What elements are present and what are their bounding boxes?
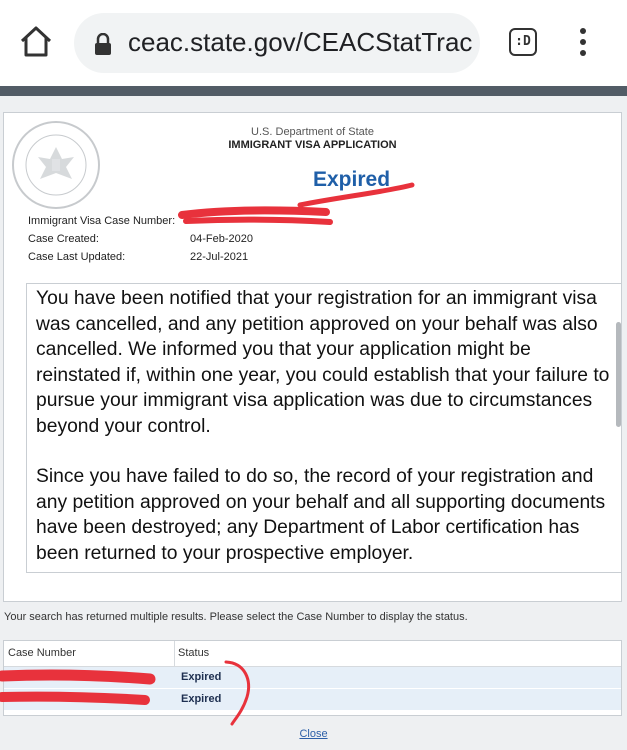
column-divider bbox=[174, 641, 175, 666]
status-card bbox=[3, 112, 622, 602]
message-paragraph: You have been notified that your registration for an immigrant visa was cancelled, and any petition approved on your behalf was also cancelled. We informed you that your application might be reinstated if, within one year, you could establish that your failure to pursue your immigrant visa application was due to circumstances beyond your control. bbox=[36, 288, 610, 437]
department-name: U.S. Department of State bbox=[251, 126, 374, 138]
address-bar[interactable] bbox=[74, 13, 480, 73]
case-created-label: Case Created: bbox=[28, 233, 99, 245]
case-number-label: Immigrant Visa Case Number: bbox=[28, 215, 176, 227]
url-text: ceac.state.gov/CEACStatTrac bbox=[128, 27, 473, 57]
tab-switcher-button[interactable]: :D bbox=[509, 28, 537, 56]
case-updated-label: Case Last Updated: bbox=[28, 251, 126, 263]
home-icon[interactable] bbox=[16, 22, 56, 62]
case-created-value: 04-Feb-2020 bbox=[190, 233, 253, 245]
results-info-text: Your search has returned multiple results. Please select the Case Number to display the status. bbox=[4, 611, 468, 623]
close-link[interactable]: Close bbox=[299, 728, 328, 740]
row-status: Expired bbox=[181, 671, 222, 683]
browser-toolbar bbox=[0, 0, 627, 86]
table-header bbox=[4, 641, 621, 667]
more-menu-icon[interactable] bbox=[573, 26, 593, 58]
column-header-case-number: Case Number bbox=[8, 647, 76, 659]
page-header-stripe bbox=[0, 86, 627, 96]
results-table bbox=[3, 640, 622, 716]
message-paragraph: Since you have failed to do so, the record of your registration and any petition approved on your behalf and all supporting documents have been destroyed; any Department of Labor certification has been returned to your prospective employer. bbox=[36, 466, 606, 564]
status-badge: Expired bbox=[313, 168, 391, 191]
case-updated-value: 22-Jul-2021 bbox=[190, 251, 249, 263]
scrollbar[interactable] bbox=[616, 322, 621, 427]
table-row[interactable] bbox=[4, 689, 621, 710]
row-status: Expired bbox=[181, 693, 222, 705]
page-title: IMMIGRANT VISA APPLICATION bbox=[228, 139, 397, 151]
table-row[interactable] bbox=[4, 667, 621, 688]
lock-icon bbox=[94, 33, 112, 55]
column-header-status: Status bbox=[178, 647, 210, 659]
status-message-box[interactable] bbox=[26, 283, 622, 573]
